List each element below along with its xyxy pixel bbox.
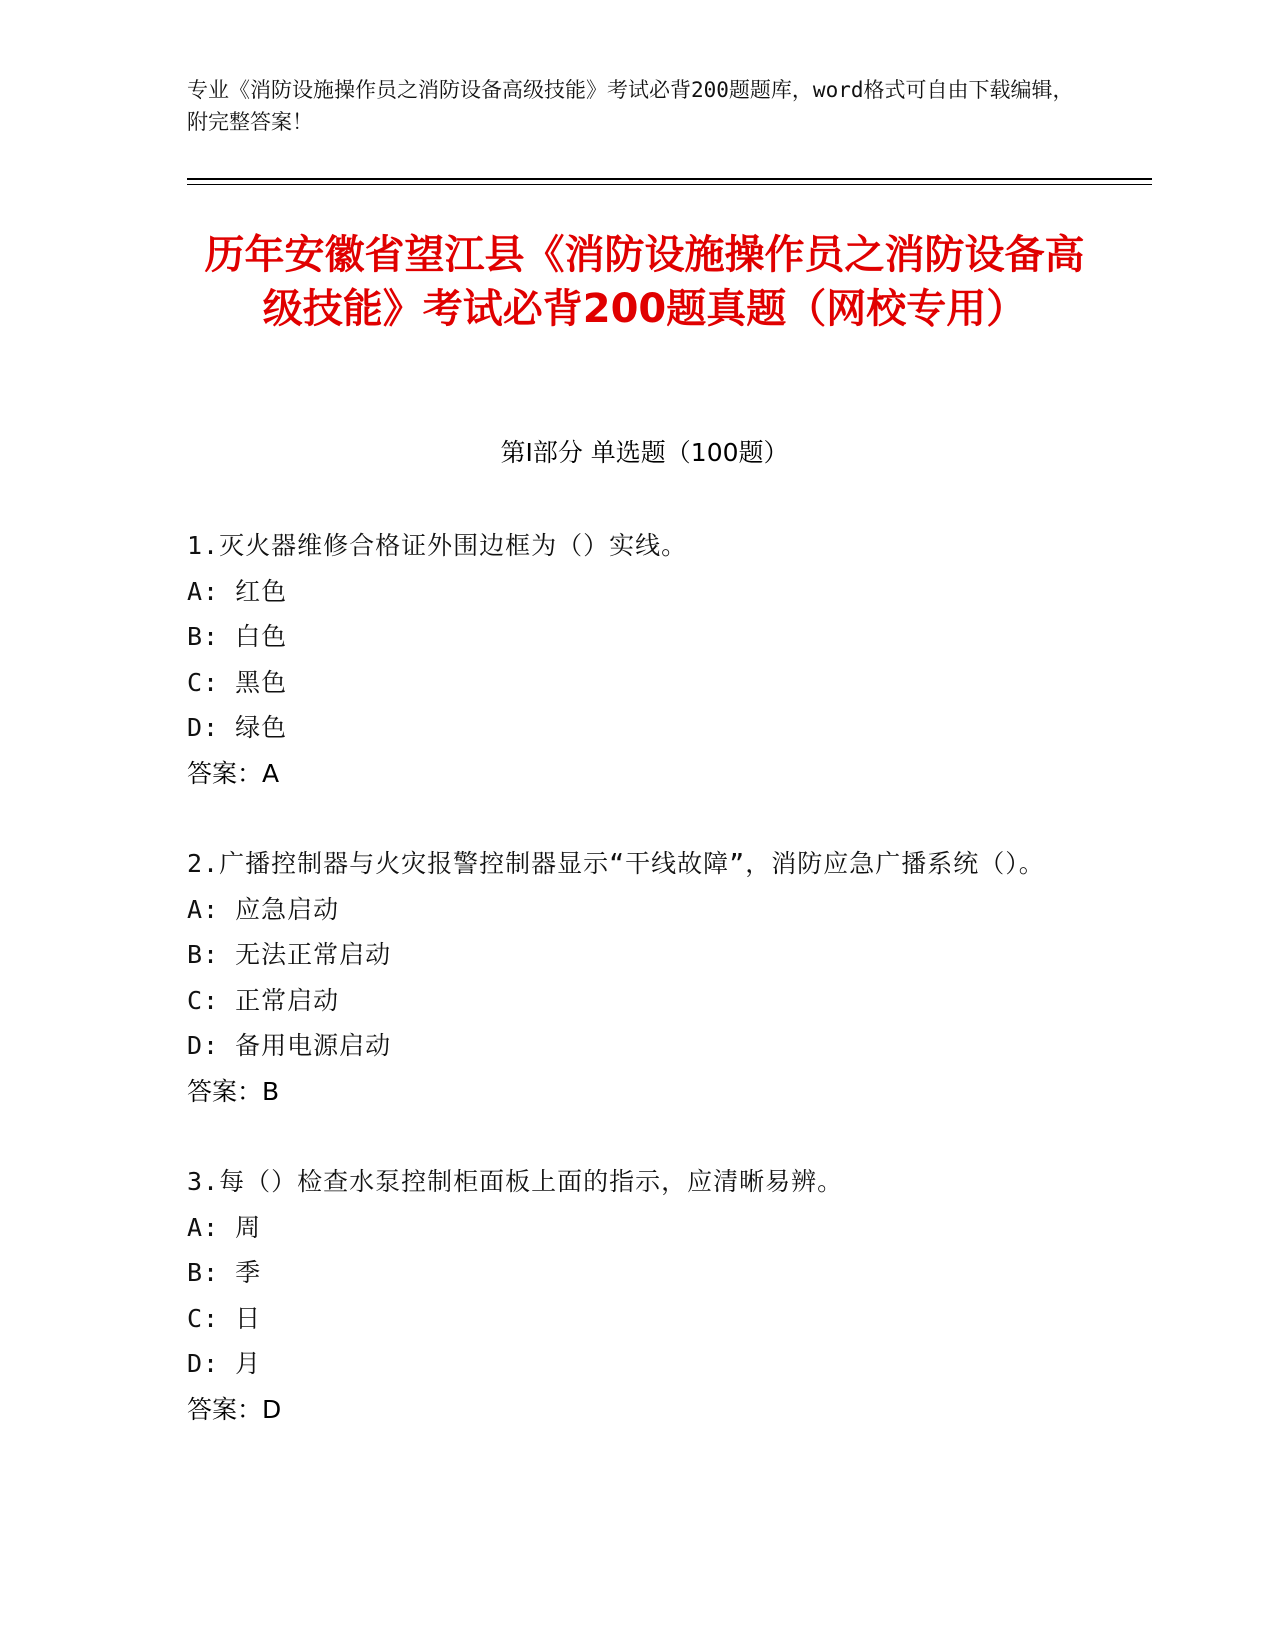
question-stem: 1.灭火器维修合格证外围边框为（）实线。 bbox=[187, 531, 688, 560]
option-c: C: 日 bbox=[187, 1303, 262, 1333]
option-b: B: 无法正常启动 bbox=[187, 940, 392, 969]
option-d: D: 备用电源启动 bbox=[187, 1031, 392, 1060]
answer: 答案：B bbox=[187, 1076, 280, 1106]
header-note: 专业《消防设施操作员之消防设备高级技能》考试必背200题题库，word格式可自由下载编辑，附完整答案！ bbox=[187, 78, 1074, 134]
option-a: A: 周 bbox=[187, 1212, 262, 1242]
document-title: 历年安徽省望江县《消防设施操作员之消防设备高级技能》考试必背200题真题（网校专用） bbox=[204, 232, 1085, 332]
section-title: 第Ⅰ部分 单选题（100题） bbox=[500, 438, 789, 467]
option-c: C: 正常启动 bbox=[187, 985, 340, 1015]
option-d: D: 绿色 bbox=[187, 713, 288, 742]
option-a: A: 应急启动 bbox=[187, 894, 340, 924]
question-item bbox=[187, 841, 1067, 1114]
option-b: B: 白色 bbox=[187, 622, 288, 651]
answer: 答案：A bbox=[187, 758, 280, 788]
option-c: C: 黑色 bbox=[187, 667, 288, 697]
option-a: A: 红色 bbox=[187, 576, 288, 606]
question-item bbox=[187, 1159, 1067, 1432]
question-stem: 2.广播控制器与火灾报警控制器显示“干线故障”，消防应急广播系统（）。 bbox=[187, 849, 1045, 878]
header-divider-thin bbox=[187, 184, 1152, 185]
answer: 答案：D bbox=[187, 1394, 282, 1424]
question-list bbox=[187, 523, 1067, 1477]
question-item bbox=[187, 523, 1067, 796]
option-b: B: 季 bbox=[187, 1258, 262, 1287]
header-divider bbox=[187, 178, 1152, 180]
option-d: D: 月 bbox=[187, 1349, 262, 1378]
question-stem: 3.每（）检查水泵控制柜面板上面的指示，应清晰易辨。 bbox=[187, 1167, 844, 1196]
